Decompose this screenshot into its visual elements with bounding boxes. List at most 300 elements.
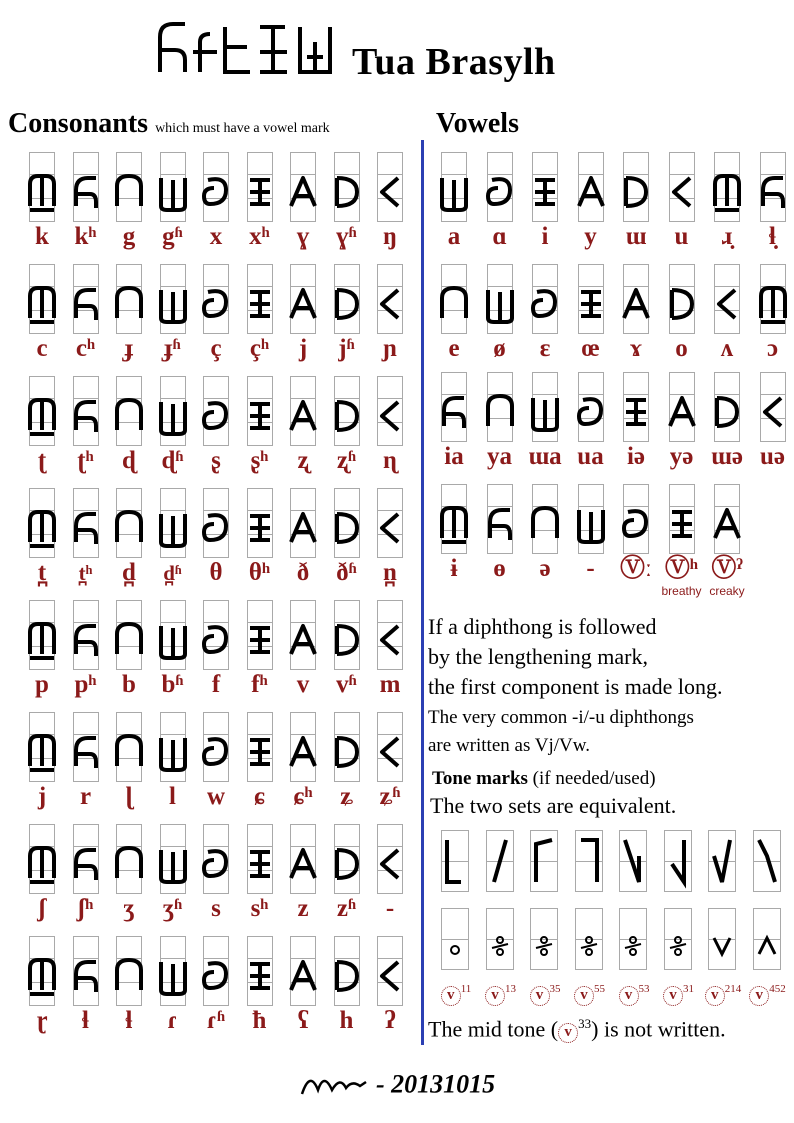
phoneme-label: Ⓥː xyxy=(620,555,652,582)
consonant-cell xyxy=(196,936,236,1034)
script-glyph-icon xyxy=(22,838,62,888)
vowel-cell xyxy=(753,264,793,362)
phoneme-label: d̪ʱ xyxy=(163,561,182,585)
phoneme-label: θʰ xyxy=(248,559,271,586)
tone-v-circle: v xyxy=(485,986,505,1006)
script-glyph-icon xyxy=(66,502,106,552)
script-glyph-icon xyxy=(662,498,702,548)
tone-v-circle: v xyxy=(574,986,594,1006)
phoneme-label: y xyxy=(584,223,597,250)
tone-marks-heading xyxy=(432,768,656,790)
consonant-cell xyxy=(109,152,149,250)
phoneme-label: iə xyxy=(626,443,646,470)
tone-label xyxy=(525,983,565,1006)
vowels-heading: Vowels xyxy=(436,108,519,139)
phoneme-label: ðʱ xyxy=(336,559,357,586)
consonant-cell xyxy=(153,936,193,1034)
script-glyph-icon xyxy=(240,838,280,888)
consonant-cell xyxy=(240,600,280,698)
consonant-cell xyxy=(153,376,193,474)
native-script-title xyxy=(155,12,340,87)
consonant-cell xyxy=(196,712,236,810)
consonant-cell xyxy=(370,824,410,922)
consonant-cell xyxy=(153,488,193,585)
script-glyph-icon xyxy=(22,950,62,1000)
phoneme-label: ɖʱ xyxy=(161,447,184,474)
consonant-cell xyxy=(370,488,410,586)
script-glyph-icon xyxy=(571,498,611,548)
consonant-cell xyxy=(153,600,193,698)
consonant-cell xyxy=(327,936,367,1034)
phoneme-label: ɣʱ xyxy=(336,223,357,250)
consonant-cell xyxy=(327,824,367,922)
vowel-cell xyxy=(434,152,474,250)
vowel-cell xyxy=(662,264,702,362)
phoneme-label: u xyxy=(674,223,689,250)
script-glyph-icon xyxy=(283,726,323,776)
phonation-note: breathy xyxy=(661,584,702,598)
script-glyph-icon xyxy=(283,614,323,664)
phoneme-label: ʕ xyxy=(297,1007,309,1034)
consonant-cell xyxy=(109,712,149,810)
phoneme-label: ɟ xyxy=(124,335,134,362)
consonant-cell xyxy=(370,712,410,810)
consonant-cell xyxy=(22,824,62,922)
consonant-cell xyxy=(109,600,149,698)
consonants-heading-text: Consonants xyxy=(8,108,149,139)
phoneme-label: ʐʱ xyxy=(336,447,357,474)
phoneme-label: ɳ xyxy=(383,447,397,474)
phoneme-label: t̪ʰ xyxy=(78,561,93,585)
signature-scribble xyxy=(300,1068,370,1105)
diphthong-note-line1: If a diphthong is followed xyxy=(428,614,657,639)
phoneme-label: ə xyxy=(539,555,551,582)
tone-number: 11 xyxy=(460,983,472,995)
phoneme-label: œ xyxy=(581,335,600,362)
script-glyph-icon xyxy=(22,502,62,552)
phoneme-label: ɯa xyxy=(528,443,562,470)
phoneme-label: ʑʱ xyxy=(379,783,401,810)
phoneme-label: Ⓥʰ xyxy=(664,555,699,582)
tone-v-circle: v xyxy=(663,986,683,1006)
script-glyph-icon xyxy=(370,838,410,888)
script-glyph-icon xyxy=(240,726,280,776)
script-glyph-icon xyxy=(571,278,611,328)
consonant-cell xyxy=(370,376,410,474)
script-glyph-icon xyxy=(370,502,410,552)
script-glyph-icon xyxy=(153,166,193,216)
consonant-cell xyxy=(327,152,367,250)
phoneme-label: d̪ xyxy=(122,559,136,586)
script-glyph-icon xyxy=(153,614,193,664)
consonant-cell xyxy=(22,600,62,698)
script-glyph-icon xyxy=(327,166,367,216)
phoneme-label: ʑ xyxy=(340,783,353,810)
script-glyph-icon xyxy=(662,278,702,328)
consonant-cell xyxy=(283,824,323,922)
script-glyph-icon xyxy=(571,386,611,436)
script-glyph-icon xyxy=(434,498,474,548)
tone-label xyxy=(703,983,743,1006)
tone-number: 53 xyxy=(638,983,650,995)
phoneme-label: vʱ xyxy=(336,671,357,698)
script-glyph-icon xyxy=(153,950,193,1000)
script-glyph-icon xyxy=(327,614,367,664)
phoneme-label: l xyxy=(169,783,176,810)
consonant-cell xyxy=(66,600,106,698)
phoneme-label: ɕ xyxy=(253,783,266,810)
script-glyph-icon xyxy=(283,278,323,328)
consonant-cell xyxy=(66,152,106,250)
script-glyph-icon xyxy=(707,278,747,328)
phoneme-label: ʃ xyxy=(38,895,46,922)
phoneme-label: ɤ xyxy=(629,335,643,362)
phoneme-label: sʰ xyxy=(250,895,269,922)
phoneme-label: ua xyxy=(577,443,604,470)
consonant-cell xyxy=(240,936,280,1034)
vowel-cell xyxy=(434,372,474,470)
consonant-cell xyxy=(240,824,280,922)
phoneme-label: ɾ xyxy=(167,1007,178,1034)
mid-tone-sup: 33 xyxy=(578,1016,592,1031)
vowel-cell xyxy=(434,484,474,582)
phoneme-label: kʰ xyxy=(74,223,97,250)
phoneme-label: a xyxy=(447,223,461,250)
consonant-cell xyxy=(66,712,106,810)
tone-dot-icon xyxy=(753,908,781,970)
phoneme-label: ɣ xyxy=(296,223,310,250)
phoneme-label: ŋ xyxy=(383,223,397,250)
consonant-cell xyxy=(283,152,323,250)
vowel-cell xyxy=(480,152,520,250)
script-glyph-icon xyxy=(240,166,280,216)
phoneme-label: r xyxy=(79,783,92,810)
phoneme-label: Ⓥˀ xyxy=(711,555,743,582)
tone-dot-cell xyxy=(530,908,564,978)
phoneme-label: f xyxy=(211,671,221,698)
script-glyph-icon xyxy=(240,390,280,440)
tone-contour-icon xyxy=(708,830,736,892)
script-glyph-icon xyxy=(196,726,236,776)
tone-contour-cell xyxy=(664,830,698,900)
tone-dot-cell xyxy=(486,908,520,978)
consonant-cell xyxy=(370,936,410,1034)
tone-label xyxy=(570,983,610,1006)
phoneme-label: ɵ xyxy=(493,555,506,582)
phoneme-label: - xyxy=(586,555,595,582)
tone-dot-cell xyxy=(708,908,742,978)
consonant-cell xyxy=(196,824,236,922)
script-glyph-icon xyxy=(707,166,747,216)
vowel-cell xyxy=(525,152,565,250)
phoneme-label: ya xyxy=(487,443,512,470)
script-glyph-icon xyxy=(616,278,656,328)
vowel-cell xyxy=(525,264,565,362)
consonant-cell xyxy=(283,712,323,810)
phoneme-label: ɬ̣ xyxy=(769,223,776,250)
consonant-cell xyxy=(153,152,193,250)
script-glyph-icon xyxy=(22,166,62,216)
script-glyph-icon xyxy=(283,502,323,552)
phoneme-label: ɬ xyxy=(125,1007,133,1034)
script-glyph-icon xyxy=(525,166,565,216)
phoneme-label: bʱ xyxy=(161,671,184,698)
tone-contour-icon xyxy=(619,830,647,892)
vowel-cell xyxy=(753,152,793,250)
phoneme-label: ʒʱ xyxy=(162,895,183,922)
phoneme-label: ç xyxy=(210,335,222,362)
tone-contour-cell xyxy=(619,830,653,900)
signature-date: - 20131015 xyxy=(376,1069,496,1099)
phoneme-label: ð xyxy=(296,559,310,586)
tone-label xyxy=(659,983,699,1006)
tone-dot-icon xyxy=(575,908,603,970)
vowel-cell xyxy=(525,372,565,470)
tone-contour-cell xyxy=(530,830,564,900)
tone-contour-icon xyxy=(486,830,514,892)
consonant-cell xyxy=(283,264,323,362)
common-diphthong-note xyxy=(428,704,694,760)
tone-marks-heading-rest: (if needed/used) xyxy=(527,768,656,789)
script-glyph-icon xyxy=(283,950,323,1000)
tone-v-circle: v xyxy=(749,986,769,1006)
script-glyph-icon xyxy=(327,390,367,440)
script-glyph-icon xyxy=(616,386,656,436)
vowel-cell xyxy=(661,484,702,598)
consonant-cell xyxy=(327,488,367,586)
script-glyph-icon xyxy=(283,390,323,440)
vowel-cell xyxy=(616,484,656,582)
script-glyph-icon xyxy=(66,726,106,776)
script-glyph-icon xyxy=(662,386,702,436)
script-glyph-icon xyxy=(707,386,747,436)
tone-contour-cell xyxy=(708,830,742,900)
phoneme-label: e xyxy=(448,335,460,362)
phoneme-label: n̪ xyxy=(383,559,397,586)
consonant-cell xyxy=(370,600,410,698)
phoneme-label: g xyxy=(122,223,136,250)
phoneme-label: jʱ xyxy=(338,335,355,362)
diphthong-note-line2: by the lengthening mark, xyxy=(428,644,648,669)
vowel-cell xyxy=(753,372,793,470)
tone-marks-heading-bold: Tone marks xyxy=(432,768,528,789)
phoneme-label: ɑ xyxy=(492,223,507,250)
phoneme-label: h xyxy=(339,1007,354,1034)
script-glyph-icon xyxy=(525,498,565,548)
script-glyph-icon xyxy=(480,166,520,216)
phoneme-label: ʌ xyxy=(720,335,734,362)
vowel-cell xyxy=(707,264,747,362)
consonant-cell xyxy=(370,152,410,250)
consonant-cell xyxy=(240,376,280,474)
tone-dot-icon xyxy=(530,908,558,970)
tone-dot-icon xyxy=(486,908,514,970)
vowel-cell xyxy=(662,152,702,250)
script-glyph-icon xyxy=(109,726,149,776)
consonant-cell xyxy=(22,712,62,810)
script-glyph-icon xyxy=(22,278,62,328)
script-glyph-icon xyxy=(22,614,62,664)
phoneme-label: ɯ xyxy=(625,223,647,250)
tone-label xyxy=(481,983,521,1006)
consonant-cell xyxy=(109,264,149,362)
vowel-cell xyxy=(662,372,702,470)
phoneme-label: ʐ xyxy=(297,447,309,474)
phoneme-label: çʰ xyxy=(249,335,270,362)
phoneme-label: v xyxy=(296,671,310,698)
script-glyph-icon xyxy=(240,950,280,1000)
tone-dot-cell xyxy=(619,908,653,978)
script-glyph-icon xyxy=(327,278,367,328)
consonant-cell xyxy=(22,152,62,250)
phoneme-label: ɖ xyxy=(122,447,136,474)
script-glyph-icon xyxy=(480,498,520,548)
phoneme-label: o xyxy=(675,335,688,362)
phoneme-label: ʂ xyxy=(211,447,221,474)
vowel-cell xyxy=(571,372,611,470)
script-glyph-icon xyxy=(434,278,474,328)
script-glyph-icon xyxy=(283,838,323,888)
vowel-cell xyxy=(480,372,520,470)
tone-number: 31 xyxy=(683,983,694,995)
phoneme-label: m xyxy=(379,671,401,698)
consonant-cell xyxy=(153,264,193,362)
phoneme-label: c xyxy=(36,335,48,362)
consonant-cell xyxy=(327,712,367,810)
consonant-cell xyxy=(153,712,193,810)
consonant-cell xyxy=(196,376,236,474)
script-glyph-icon xyxy=(707,498,747,548)
vowel-cell xyxy=(616,152,656,250)
script-glyph-icon xyxy=(109,502,149,552)
tone-label xyxy=(614,983,654,1006)
consonant-cell xyxy=(283,376,323,474)
tone-dot-cell xyxy=(753,908,787,978)
script-glyph-icon xyxy=(196,166,236,216)
consonant-cell xyxy=(196,600,236,698)
script-glyph-icon xyxy=(196,950,236,1000)
phoneme-label: ɨ xyxy=(450,555,458,582)
phoneme-label: ʃʰ xyxy=(77,895,94,922)
script-glyph-icon xyxy=(109,278,149,328)
phoneme-label: b xyxy=(122,671,136,698)
tone-label xyxy=(436,983,476,1006)
script-glyph-icon xyxy=(66,278,106,328)
script-glyph-icon xyxy=(616,498,656,548)
phoneme-label: ɽ xyxy=(36,1007,48,1034)
tone-v-circle: v xyxy=(619,986,639,1006)
vowel-cell xyxy=(571,152,611,250)
phoneme-label: uə xyxy=(760,443,785,470)
tone-dot-cell xyxy=(575,908,609,978)
tone-dot-icon xyxy=(619,908,647,970)
script-glyph-icon xyxy=(480,278,520,328)
mid-tone-v: v xyxy=(558,1023,578,1043)
consonant-cell xyxy=(283,488,323,586)
vowel-cell xyxy=(616,372,656,470)
phoneme-label: cʰ xyxy=(75,335,96,362)
consonant-cell xyxy=(22,376,62,474)
mid-tone-pre: The mid tone ( xyxy=(428,1016,559,1042)
script-glyph-icon xyxy=(196,278,236,328)
consonant-cell xyxy=(153,824,193,922)
phoneme-label: - xyxy=(385,895,395,922)
script-glyph-icon xyxy=(240,502,280,552)
column-divider xyxy=(421,140,424,1045)
tone-number: 452 xyxy=(769,983,786,995)
script-glyph-icon xyxy=(753,166,793,216)
script-glyph-icon xyxy=(370,726,410,776)
phoneme-label: ɕʰ xyxy=(293,783,313,810)
phoneme-label: ia xyxy=(444,443,464,470)
tone-v-circle: v xyxy=(530,986,550,1006)
script-glyph-icon xyxy=(616,166,656,216)
consonant-cell xyxy=(109,824,149,922)
phoneme-label: p xyxy=(35,671,49,698)
phoneme-label: t̪ xyxy=(37,559,47,586)
consonant-cell xyxy=(240,264,280,362)
script-glyph-icon xyxy=(109,838,149,888)
consonant-cell xyxy=(66,264,106,362)
tone-contour-icon xyxy=(441,830,469,892)
phoneme-label: ɛ xyxy=(539,335,551,362)
tone-contour-cell xyxy=(486,830,520,900)
script-glyph-icon xyxy=(153,390,193,440)
consonants-heading xyxy=(8,108,330,140)
script-glyph-icon xyxy=(22,390,62,440)
phoneme-label: ʔ xyxy=(384,1007,396,1034)
consonant-cell xyxy=(327,376,367,474)
script-glyph-icon xyxy=(66,390,106,440)
consonant-cell xyxy=(109,488,149,586)
phoneme-label: yə xyxy=(669,443,694,470)
script-glyph-icon xyxy=(66,950,106,1000)
script-glyph-icon xyxy=(327,950,367,1000)
script-glyph-icon xyxy=(66,614,106,664)
tone-contour-cell xyxy=(575,830,609,900)
consonant-cell xyxy=(240,712,280,810)
consonant-cell xyxy=(196,152,236,250)
page-title: Tua Brasylh xyxy=(352,41,556,83)
phoneme-label: k xyxy=(35,223,49,250)
script-glyph-icon xyxy=(370,166,410,216)
signature xyxy=(300,1068,495,1105)
script-glyph-icon xyxy=(370,278,410,328)
consonant-cell xyxy=(66,376,106,474)
tone-dot-icon xyxy=(664,908,692,970)
script-glyph-icon xyxy=(196,614,236,664)
script-glyph-icon xyxy=(370,390,410,440)
script-glyph-icon xyxy=(196,838,236,888)
phoneme-label: z xyxy=(297,895,309,922)
consonant-cell xyxy=(22,936,62,1034)
tone-contour-icon xyxy=(575,830,603,892)
consonant-cell xyxy=(196,264,236,362)
phoneme-label: ɾʱ xyxy=(206,1007,226,1034)
vowel-cell xyxy=(616,264,656,362)
consonant-cell xyxy=(109,376,149,474)
phoneme-label: ɟʱ xyxy=(164,335,181,362)
consonant-cell xyxy=(240,152,280,250)
phoneme-label: ʒ xyxy=(123,895,135,922)
tone-contour-cell xyxy=(753,830,787,900)
tone-number: 13 xyxy=(505,983,516,995)
vowel-cell xyxy=(480,264,520,362)
header xyxy=(0,10,794,100)
tone-dot-icon xyxy=(708,908,736,970)
script-glyph-icon xyxy=(22,726,62,776)
script-glyph-icon xyxy=(434,166,474,216)
